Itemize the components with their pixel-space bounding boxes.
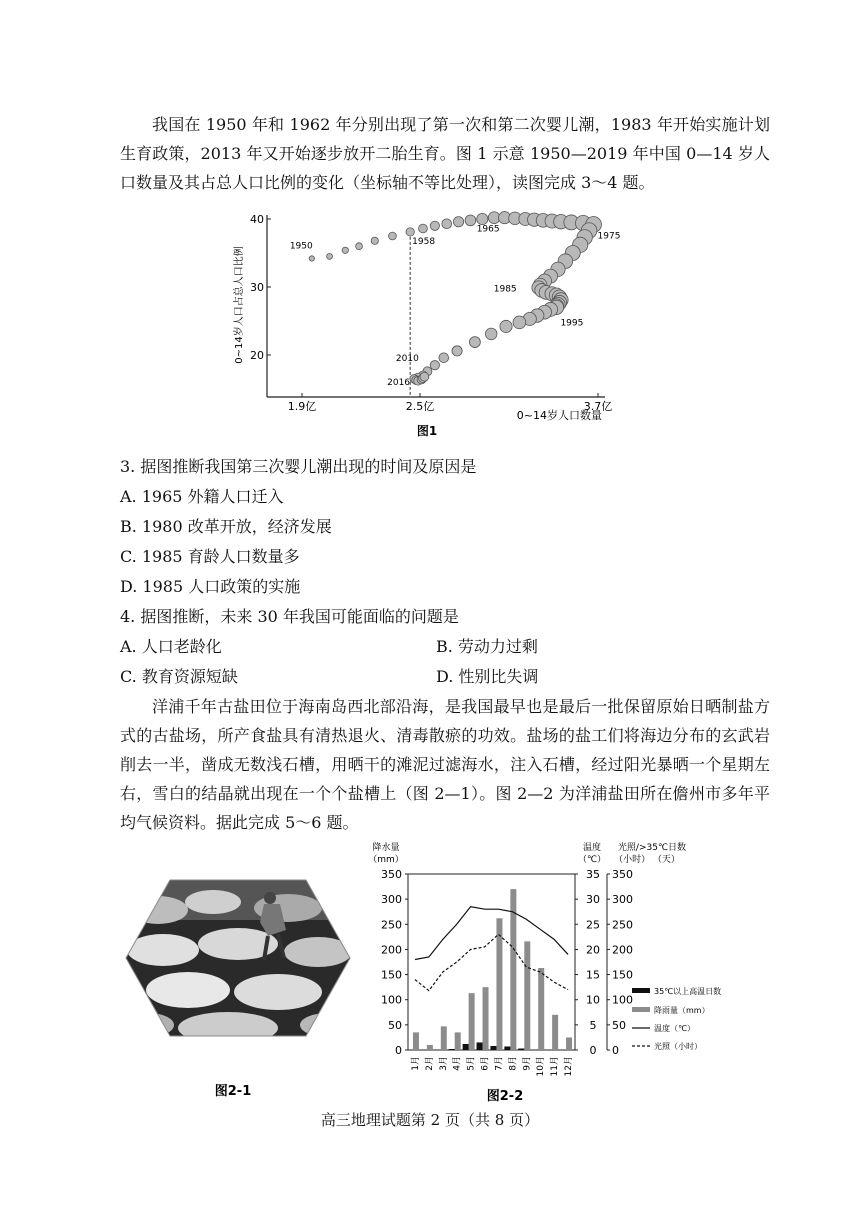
plot-frame [408, 874, 575, 1050]
temp-tick-label: 0 [589, 1044, 597, 1057]
legend-label-sun: 光照（小时） [654, 1042, 702, 1051]
temp-tick-label: 25 [586, 918, 600, 932]
rain-bar [455, 1032, 461, 1050]
data-point [452, 346, 462, 356]
sun-tick-label: 0 [612, 1044, 619, 1057]
rain-bar [496, 918, 502, 1050]
data-point [453, 217, 463, 227]
sun-tick-label: 300 [612, 893, 633, 907]
rain-bar [441, 1026, 447, 1050]
left-tick-label: 350 [381, 868, 402, 881]
data-point [406, 228, 414, 236]
salt-field-photo [118, 840, 358, 1102]
figure-1-caption: 图1 [416, 424, 438, 438]
legend-label-rain: 降雨量（mm） [654, 1006, 710, 1015]
question-3-option-c: C. 1985 育龄人口数量多 [120, 547, 300, 566]
temp-tick-label: 30 [586, 893, 600, 907]
rain-bar [566, 1037, 572, 1050]
legend-swatch-rain [632, 1007, 650, 1012]
month-label: 2月 [424, 1056, 435, 1071]
hot-days-bar [504, 1046, 510, 1050]
question-3-stem: 3. 据图推断我国第三次婴儿潮出现的时间及原因是 [120, 457, 477, 476]
sun-tick-label: 250 [612, 918, 633, 932]
question-3-option-b: B. 1980 改革开放，经济发展 [120, 517, 332, 536]
data-point [309, 256, 314, 261]
hot-days-bar [518, 1048, 524, 1050]
x-tick-label: 2.5亿 [405, 400, 435, 413]
y-axis-label: 0~14岁人口占总人口比例 [234, 246, 245, 364]
x-tick-label: 3.7亿 [583, 400, 613, 413]
rain-bar [552, 1015, 558, 1050]
figure-2-2 [360, 838, 748, 1104]
year-label: 1950 [289, 241, 313, 252]
page-footer: 高三地理试题第 2 页（共 8 页） [320, 1111, 540, 1129]
rain-bar [524, 941, 530, 1050]
question-4-stem: 4. 据图推断，未来 30 年我国可能面临的问题是 [120, 607, 459, 626]
year-label: 1985 [493, 284, 517, 295]
rain-bar [538, 968, 544, 1050]
year-label: 2016 [387, 377, 411, 388]
legend-label-hot: 35℃以上高温日数 [654, 987, 722, 996]
data-point [430, 361, 439, 370]
figure-2-1-caption: 图2-1 [214, 1084, 252, 1099]
hot-days-bar [463, 1044, 469, 1050]
rain-bar [427, 1045, 433, 1050]
temp-axis-unit: （℃） [577, 855, 607, 865]
temp-tick-label: 10 [586, 993, 600, 1007]
data-point [430, 221, 439, 230]
question-3-option-d: D. 1985 人口政策的实施 [120, 577, 301, 596]
month-label: 1月 [410, 1056, 421, 1071]
data-point [420, 372, 429, 381]
data-point [485, 328, 497, 340]
temp-tick-label: 5 [589, 1018, 597, 1032]
year-label: 1958 [412, 236, 436, 247]
data-point [356, 243, 363, 250]
sun-axis-label: 光照/>35℃日数 [617, 843, 687, 853]
sun-tick-label: 350 [612, 868, 633, 881]
sun-axis-unit: （小时） （天） [614, 855, 680, 865]
figure-2-2-caption: 图2-2 [486, 1089, 524, 1104]
month-label: 11月 [550, 1056, 561, 1077]
year-label: 1965 [476, 224, 500, 235]
left-tick-label: 50 [388, 1018, 402, 1032]
question-4-option-a: A. 人口老龄化 [120, 637, 222, 656]
year-label: 1975 [597, 231, 621, 242]
question-4-option-b: B. 劳动力过剩 [436, 637, 538, 656]
data-point [500, 320, 512, 332]
left-tick-label: 150 [381, 968, 402, 982]
month-label: 12月 [564, 1056, 575, 1077]
rain-bar [469, 993, 475, 1050]
month-label: 10月 [536, 1056, 547, 1077]
legend-label-temp: 温度（℃） [654, 1024, 695, 1033]
temp-tick-label: 20 [586, 943, 600, 957]
rain-bar [413, 1032, 419, 1050]
left-tick-label: 200 [381, 943, 402, 957]
data-point [327, 253, 333, 259]
data-point [439, 353, 449, 363]
figure-2-1 [118, 840, 358, 1102]
hot-days-bar [490, 1046, 496, 1050]
data-point [371, 237, 378, 244]
left-tick-label: 100 [381, 993, 402, 1007]
month-label: 8月 [508, 1056, 519, 1071]
data-point [477, 213, 488, 224]
data-point [389, 232, 397, 240]
month-label: 5月 [466, 1056, 477, 1071]
data-point [342, 247, 348, 253]
data-point [442, 219, 452, 229]
question-3-option-a: A. 1965 外籍人口迁入 [120, 487, 284, 506]
data-point [465, 215, 476, 226]
figure-1 [230, 205, 625, 440]
temperature-line [415, 907, 568, 960]
figure-2-2-chart [360, 838, 748, 1104]
question-4-option-c: C. 教育资源短缺 [120, 667, 238, 686]
figure-1-chart [230, 205, 625, 440]
rain-bar [483, 987, 489, 1050]
month-label: 4月 [452, 1056, 463, 1071]
data-point [469, 337, 480, 348]
year-label: 1995 [560, 318, 584, 329]
sun-tick-label: 150 [612, 968, 633, 982]
month-label: 6月 [480, 1056, 491, 1071]
y-tick-label: 40 [250, 213, 264, 226]
y-tick-label: 20 [250, 349, 264, 362]
hot-days-bar [449, 1049, 455, 1050]
temp-tick-label: 35 [586, 868, 600, 881]
temp-tick-label: 15 [586, 968, 600, 982]
month-label: 3月 [438, 1056, 449, 1071]
data-point [513, 316, 526, 329]
sunshine-line [415, 934, 568, 990]
left-tick-label: 300 [381, 893, 402, 907]
sun-tick-label: 100 [612, 993, 633, 1007]
intro-paragraph-1: 我国在 1950 年和 1962 年分别出现了第一次和第二次婴儿潮，1983 年开始实施计划生育政策，2013 年又开始逐步放开二胎生育。图 1 示意 1950—2019 年中国 0—14 岁人口数量及其占总人口比例的变化（坐标轴不等比处理），读图完成 3～4 题。 [120, 115, 770, 192]
left-tick-label: 0 [395, 1044, 402, 1057]
left-axis-label: 降水量 [372, 843, 400, 853]
month-label: 7月 [494, 1056, 505, 1071]
legend-swatch-hot [632, 988, 650, 993]
sun-tick-label: 50 [612, 1018, 626, 1032]
question-4-option-d: D. 性别比失调 [436, 667, 539, 686]
x-tick-label: 1.9亿 [287, 400, 317, 413]
left-tick-label: 250 [381, 918, 402, 932]
temp-axis-label: 温度 [582, 843, 602, 853]
month-label: 9月 [522, 1056, 533, 1071]
y-tick-label: 30 [250, 281, 264, 294]
x-axis-label: 0~14岁人口数量 [516, 409, 602, 422]
left-axis-unit: （mm） [368, 855, 404, 865]
data-point [419, 224, 428, 233]
hot-days-bar [477, 1042, 483, 1050]
intro-paragraph-2: 洋浦千年古盐田位于海南岛西北部沿海，是我国最早也是最后一批保留原始日晒制盐方式的古盐场，所产食盐具有清热退火、清毒散瘀的功效。盐场的盐工们将海边分布的玄武岩削去一半，凿成无数浅石槽，用晒干的滩泥过滤海水，注入石槽，经过阳光暴晒一个星期左右，雪白的结晶就出现在一个个盐槽上（图 2—1）。图 2—2 为洋浦盐田所在儋州市多年平均气候资料。据此完成 5～6 题。 [120, 697, 770, 832]
sun-tick-label: 200 [612, 943, 633, 957]
year-label: 2010 [395, 354, 419, 365]
